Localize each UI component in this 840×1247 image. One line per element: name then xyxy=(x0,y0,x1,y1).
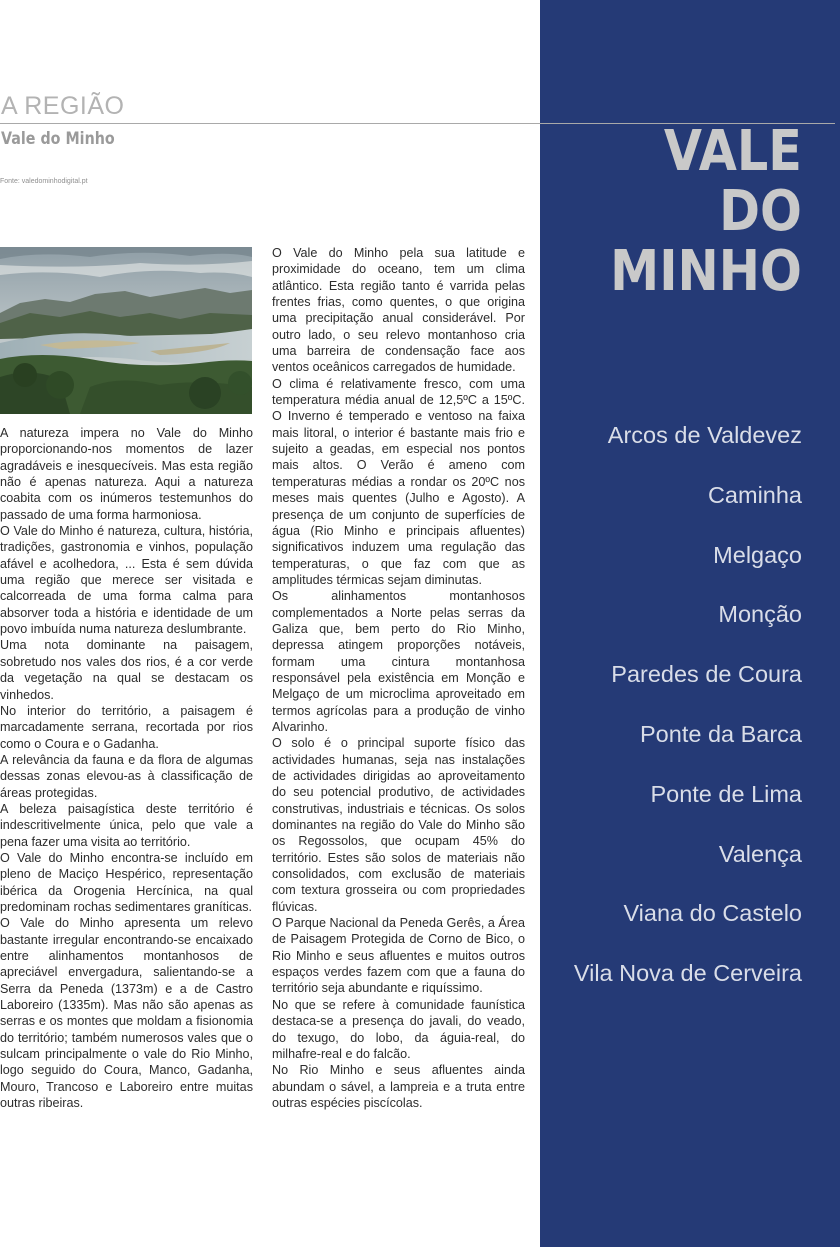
page-title xyxy=(584,119,802,304)
article-column-1 xyxy=(0,425,253,1111)
list-item: Arcos de Valdevez xyxy=(607,422,802,448)
title-line-3: MINHO xyxy=(610,239,802,304)
paragraph: A beleza paisagística deste território é indescritivelmente única, pelo que vale a pena fazer uma visita ao território. xyxy=(0,801,253,849)
paragraph: O Vale do Minho é natureza, cultura, história, tradições, gastronomia e vinhos, população afável e acolhedora, ... Esta é sem dúvida uma região que merece ser visitada e calcorreada de uma forma calma para absorver toda a história e identidade de um povo imbuída numa natureza deslumbrante. xyxy=(0,524,253,637)
list-item: Vila Nova de Cerveira xyxy=(573,960,802,987)
paragraph: A relevância da fauna e da flora de algumas dessas zonas elevou-as à classificação de áreas protegidas. xyxy=(0,752,253,800)
paragraph: No interior do território, a paisagem é marcadamente serrana, recortada por rios como o Coura e o Gadanha. xyxy=(0,703,253,751)
list-item: Melgaço xyxy=(713,541,802,568)
paragraph: O Vale do Minho apresenta um relevo bastante irregular encontrando-se encaixado entre alinhamentos montanhosos de apreciável envergadura, salientando-se a Serra da Peneda (1373m) e a de Castro Laboreiro (1335m). Mas não são apenas as serras e os montes que moldam a fisionomia do território; também numerosos vales que o sulcam principalmente o vale do Rio Minho, logo seguido do Coura, Manco, Gadanha, Mouro, Trancoso e Laboreiro entre muitas outras ribeiras. xyxy=(0,916,253,1111)
landscape-photo xyxy=(0,247,252,414)
paragraph: No que se refere à comunidade faunística destaca-se a presença do javali, do veado, do texugo, do lobo, da águia-real, do milhafre-real e do falcão. xyxy=(272,997,525,1061)
section-label: A REGIÃO xyxy=(1,92,125,120)
paragraph: O Vale do Minho pela sua latitude e proximidade do oceano, tem um clima atlântico. Esta região tanto é varrida pelas frentes frias, como quentes, o que origina uma precipitação anual considerável. Por outro lado, o seu relevo montanhoso cria uma barreira de condensação face aos ventos oceânicos carregados de humidade. xyxy=(272,246,525,375)
paragraph: Uma nota dominante na paisagem, sobretudo nos vales dos rios, é a cor verde da vegetação na qual se destacam os vinhedos. xyxy=(0,638,253,702)
river-valley-image xyxy=(0,247,252,414)
paragraph: A natureza impera no Vale do Minho proporcionando-nos momentos de lazer agradáveis e inesquecíveis. Mas esta região não é apenas natureza. Aqui a natureza coabita com os inúmeros testemunhos do passado de uma forma harmoniosa. xyxy=(0,426,253,522)
list-item: Ponte da Barca xyxy=(640,720,802,747)
list-item: Caminha xyxy=(707,481,802,508)
list-item: Ponte de Lima xyxy=(650,780,802,807)
title-line-2: DO xyxy=(719,179,802,244)
list-item: Monção xyxy=(718,601,802,628)
paragraph: No Rio Minho e seus afluentes ainda abundam o sável, a lampreia e a truta entre outras espécies piscícolas. xyxy=(272,1063,525,1110)
article-column-2 xyxy=(272,245,525,1111)
paragraph: O Parque Nacional da Peneda Gerês, a Área de Paisagem Protegida de Corno de Bico, o Rio Minho e seus afluentes e muitos outros espaços verdes fazem com que a fauna do território seja abundante e riquíssimo. xyxy=(272,916,525,996)
list-item: Valença xyxy=(718,840,802,867)
town-list xyxy=(540,419,802,1017)
paragraph: O Vale do Minho encontra-se incluído em pleno de Maciço Hespérico, representação ibérica da Orogenia Hercínica, na qual predominam rochas sedimentares graníticas. xyxy=(0,850,253,914)
page-subtitle: Vale do Minho xyxy=(1,129,115,149)
list-item: Paredes de Coura xyxy=(611,661,802,688)
paragraph: O clima é relativamente fresco, com uma temperatura média anual de 12,5ºC a 15ºC. O Inverno é temperado e ventoso na faixa mais litoral, o interior é bastante mais frio e sujeito a geadas, em especial nos pontos mais altos. O Verão é ameno com temperaturas médias a rondar os 20ºC nos meses mais quentes (Julho e Agosto). A presença de um conjunto de superfícies de água (Rio Minho e principais afluentes) significativos induzem uma regulação das temperaturas, o que faz com que as amplitudes térmicas sejam diminutas. xyxy=(272,376,525,587)
source-credit: Fonte: valedominhodigital.pt xyxy=(0,178,88,185)
paragraph: Os alinhamentos montanhosos complementados a Norte pelas serras da Galiza que, bem perto do Rio Minho, depressa atingem proporções notáveis, formam uma cintura montanhosa responsável pela existência em Monção e Melgaço de um microclima aproveitado em termos agrícolas para a produção de vinho Alvarinho. xyxy=(272,589,525,734)
paragraph: O solo é o principal suporte físico das actividades humanas, seja nas instalações de actividades dirigidas ao aproveitamento do seu potencial produtivo, de actividades construtivas, industriais e técnicas. Os solos dominantes na região do Vale do Minho são os Regossolos, que ocupam 45% do território. Estes são solos de materiais não consolidados, com exclusão de materiais com textura grosseira ou com propriedades flúvicas. xyxy=(272,736,525,914)
title-line-1: VALE xyxy=(663,119,802,184)
list-item: Viana do Castelo xyxy=(623,900,802,927)
